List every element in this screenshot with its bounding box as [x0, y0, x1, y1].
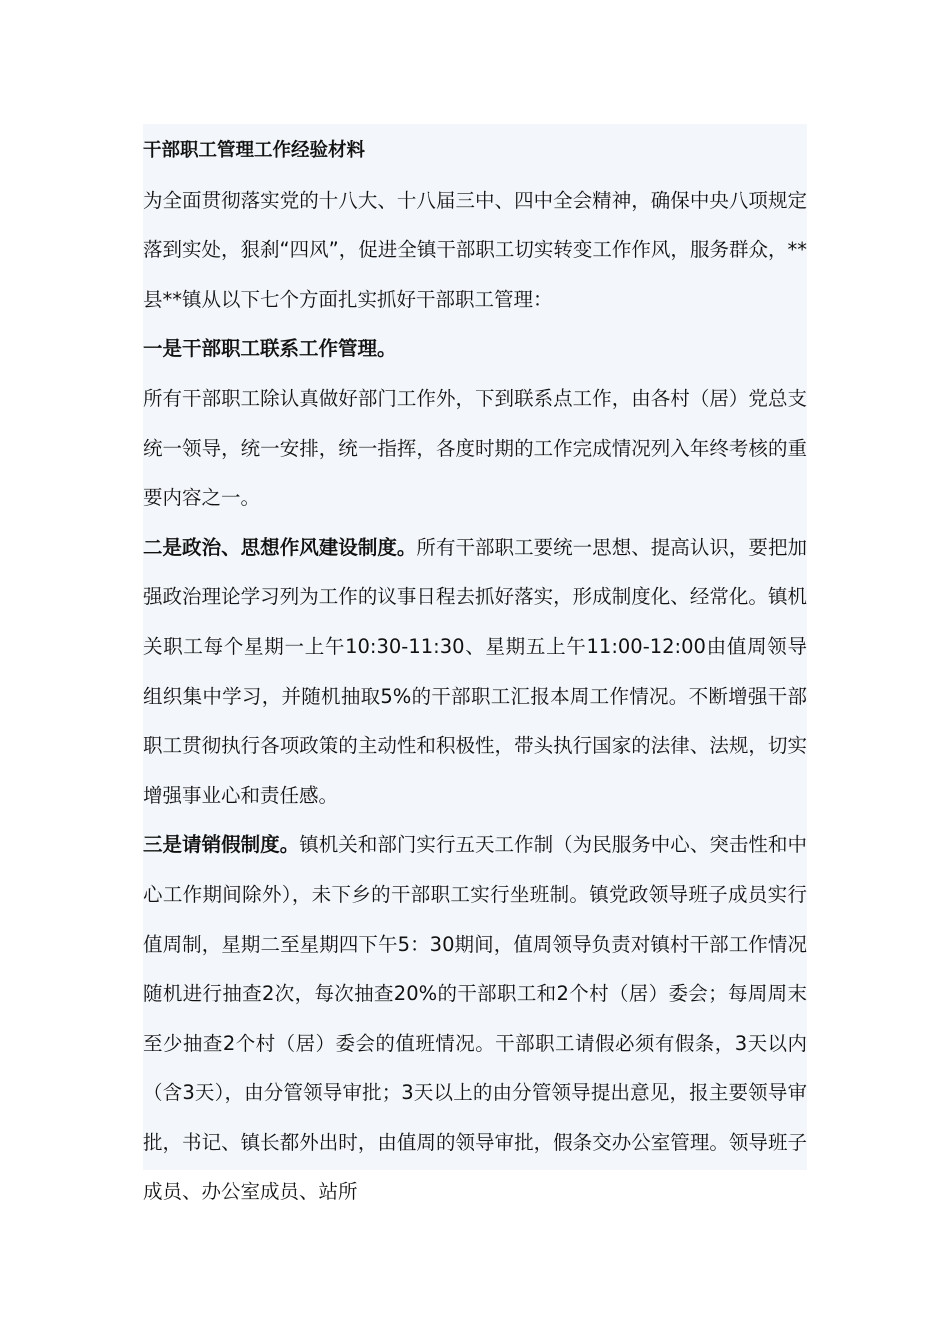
section3-paragraph: [143, 820, 807, 1217]
section1-heading: 一是干部职工联系工作管理。: [143, 337, 397, 361]
section3-heading: 三是请销假制度。: [143, 833, 300, 857]
section2-body: 所有干部职工要统一思想、提高认识，要把加强政治理论学习列为工作的议事日程去抓好落实，形成制度化、经常化。镇机关职工每个星期一上午10:30-11:30、星期五上午11:00-12:00由值周领导组织集中学习，并随机抽取5%的干部职工汇报本周工作情况。不断增强干部职工贯彻执行各项政策的主动性和积极性，带头执行国家的法律、法规，切实增强事业心和责任感。: [143, 535, 807, 807]
document-page: [143, 124, 807, 1204]
section2-paragraph: [143, 523, 807, 821]
document-body: [143, 126, 807, 1217]
section1-body: 所有干部职工除认真做好部门工作外，下到联系点工作，由各村（居）党总支统一领导，统一安排，统一指挥，各度时期的工作完成情况列入年终考核的重要内容之一。: [143, 386, 807, 510]
document-title: 干部职工管理工作经验材料: [143, 140, 366, 161]
section3-body: 镇机关和部门实行五天工作制（为民服务中心、突击性和中心工作期间除外），未下乡的干部职工实行坐班制。镇党政领导班子成员实行值周制，星期二至星期四下午5：30期间，值周领导负责对镇村干部工作情况随机进行抽查2次，每次抽查20%的干部职工和2个村（居）委会；每周周末至少抽查2个村（居）委会的值班情况。干部职工请假必须有假条，3天以内（含3天），由分管领导审批；3天以上的由分管领导提出意见，报主要领导审批，书记、镇长都外出时，由值周的领导审批，假条交办公室管理。领导班子成员、办公室成员、站所: [143, 833, 807, 1204]
section2-heading: 二是政治、思想作风建设制度。: [143, 535, 417, 559]
intro-paragraph: 为全面贯彻落实党的十八大、十八届三中、四中全会精神，确保中央八项规定落到实处，狠刹“四风”，促进全镇干部职工切实转变工作作风，服务群众，**县**镇从以下七个方面扎实抓好干部职工管理：: [143, 188, 807, 311]
